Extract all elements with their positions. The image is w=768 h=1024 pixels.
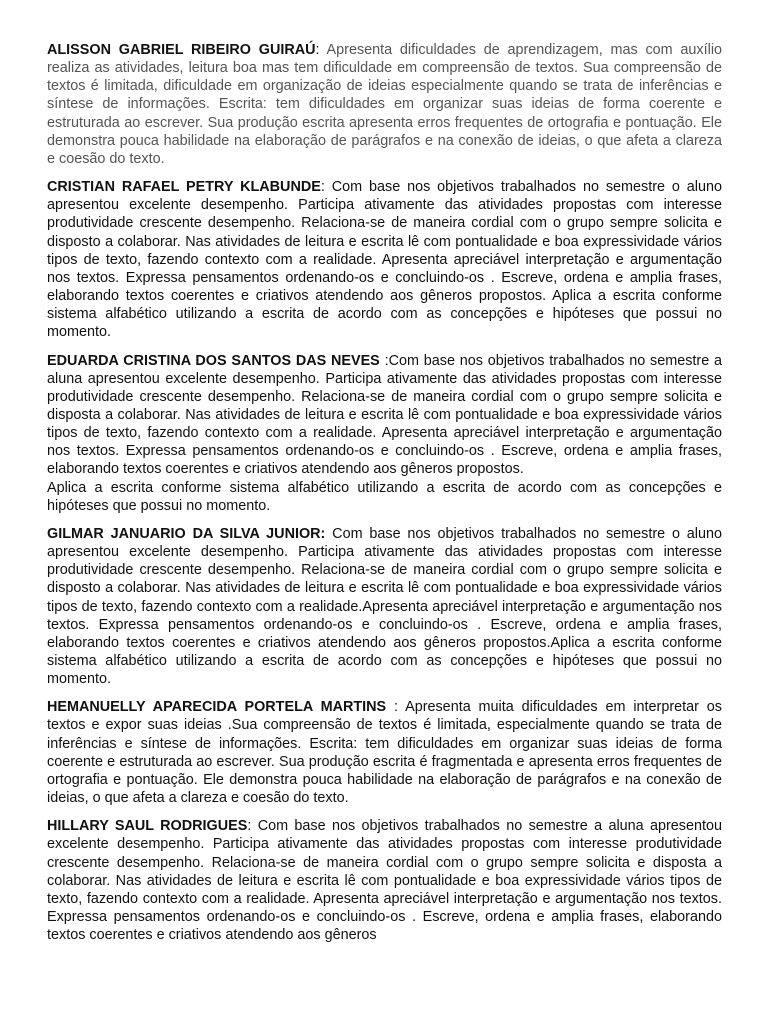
- student-name: CRISTIAN RAFAEL PETRY KLABUNDE: [47, 179, 321, 196]
- report-text-continuation: Aplica a escrita conforme sistema alfabético utilizando a escrita de acordo com as concepções e hipóteses que possui no momento.: [47, 479, 722, 514]
- name-separator: :: [379, 352, 389, 369]
- report-text: Com base nos objetivos trabalhados no semestre a aluna apresentou excelente desempenho. Participa ativamente das atividades propostas com interesse produtividade crescente desempenho. Relaciona-se de maneira cordial com o grupo sempre solicita e disposta a colaborar. Nas atividades de leitura e escrita lê com pontualidade e boa expressividade vários tipos de texto, fazendo contexto com a realidade. Apresenta apreciável interpretação e argumentação nos textos. Expressa pensamentos ordenando-os e concluindo-os . Escreve, ordena e amplia frases, elaborando textos coerentes e criativos atendendo aos gêneros: [47, 818, 723, 944]
- report-text: Com base nos objetivos trabalhados no semestre o aluno apresentou excelente desempenho. Participa ativamente das atividades propostas com interesse produtividade crescente desempenho. Relaciona-se de maneira cordial com o grupo sempre solicita e disposto a colaborar. Nas atividades de leitura e escrita lê com pontualidade e boa expressividade vários tipos de texto, fazendo contexto com a realidade. Apresenta apreciável interpretação e argumentação nos textos. Expressa pensamentos ordenando-os e concluindo-os . Escreve, ordena e amplia frases, elaborando textos coerentes e criativos atendendo aos gêneros propostos. Aplica a escrita conforme sistema alfabético utilizando a escrita de acordo com as concepções e hipóteses que possui no momento.: [47, 179, 722, 341]
- student-report: [47, 352, 722, 515]
- student-report: [47, 178, 722, 341]
- report-text: Com base nos objetivos trabalhados no semestre o aluno apresentou excelente desempenho. Participa ativamente das atividades propostas com interesse produtividade crescente desempenho. Relaciona-se de maneira cordial com o grupo sempre solicita e disposto a colaborar. Nas atividades de leitura e escrita lê com pontualidade e boa expressividade vários tipos de texto, fazendo contexto com a realidade.Apresenta apreciável interpretação e argumentação nos textos. Expressa pensamentos ordenando-os e concluindo-os . Escreve, ordena e amplia frases, elaborando textos coerentes e criativos atendendo aos gêneros propostos.Aplica a escrita conforme sistema alfabético utilizando a escrita de acordo com as concepções e hipóteses que possui no momento.: [47, 525, 722, 688]
- student-report: [47, 817, 722, 944]
- student-report: [47, 698, 722, 807]
- student-name: GILMAR JANUARIO DA SILVA JUNIOR:: [47, 525, 326, 542]
- student-name: ALISSON GABRIEL RIBEIRO GUIRAÚ: [47, 42, 316, 58]
- name-separator: :: [386, 699, 406, 716]
- document-page: [47, 41, 722, 954]
- student-name: HEMANUELLY APARECIDA PORTELA MARTINS: [47, 699, 387, 716]
- student-name: EDUARDA CRISTINA DOS SANTOS DAS NEVES: [47, 352, 380, 369]
- report-text: Apresenta muita dificuldades em interpretar os textos e expor suas ideias .Sua compreensão de textos é limitada, especialmente quando se trata de inferências e síntese de informações. Escrita: tem dificuldades em organizar suas ideias de forma coerente e estruturada ao escrever. Sua produção escrita é fragmentada e apresenta erros frequentes de ortografia e pontuação. Ele demonstra pouca habilidade na elaboração de parágrafos e na conexão de ideias, o que afeta a clareza e coesão do texto.: [47, 699, 722, 807]
- student-report: [47, 525, 722, 688]
- name-separator: :: [315, 42, 327, 58]
- report-text: Apresenta dificuldades de aprendizagem, mas com auxílio realiza as atividades, leitura boa mas tem dificuldade em compreensão de textos. Sua compreensão de textos é limitada, dificuldade em organização de ideias especialmente quando se trata de inferências e síntese de informações. Escrita: tem dificuldades em organizar suas ideias de forma coerente e estruturada ao escrever. Sua produção escrita apresenta erros frequentes de ortografia e pontuação. Ele demonstra pouca habilidade na elaboração de parágrafos e na conexão de ideias, o que afeta a clareza e coesão do texto.: [47, 42, 723, 167]
- name-separator: :: [247, 818, 258, 835]
- student-name: HILLARY SAUL RODRIGUES: [47, 818, 248, 835]
- student-report: [47, 41, 722, 168]
- report-text: Com base nos objetivos trabalhados no semestre a aluna apresentou excelente desempenho. Participa ativamente das atividades propostas com interesse produtividade crescente desempenho. Relaciona-se de maneira cordial com o grupo sempre solicita e disposta a colaborar. Nas atividades de leitura e escrita lê com pontualidade e boa expressividade vários tipos de texto, fazendo contexto com a realidade. Apresenta apreciável interpretação e argumentação nos textos. Expressa pensamentos ordenando-os e concluindo-os . Escreve, ordena e amplia frases, elaborando textos coerentes e criativos atendendo aos gêneros propostos.: [47, 352, 723, 478]
- name-separator: :: [320, 179, 332, 196]
